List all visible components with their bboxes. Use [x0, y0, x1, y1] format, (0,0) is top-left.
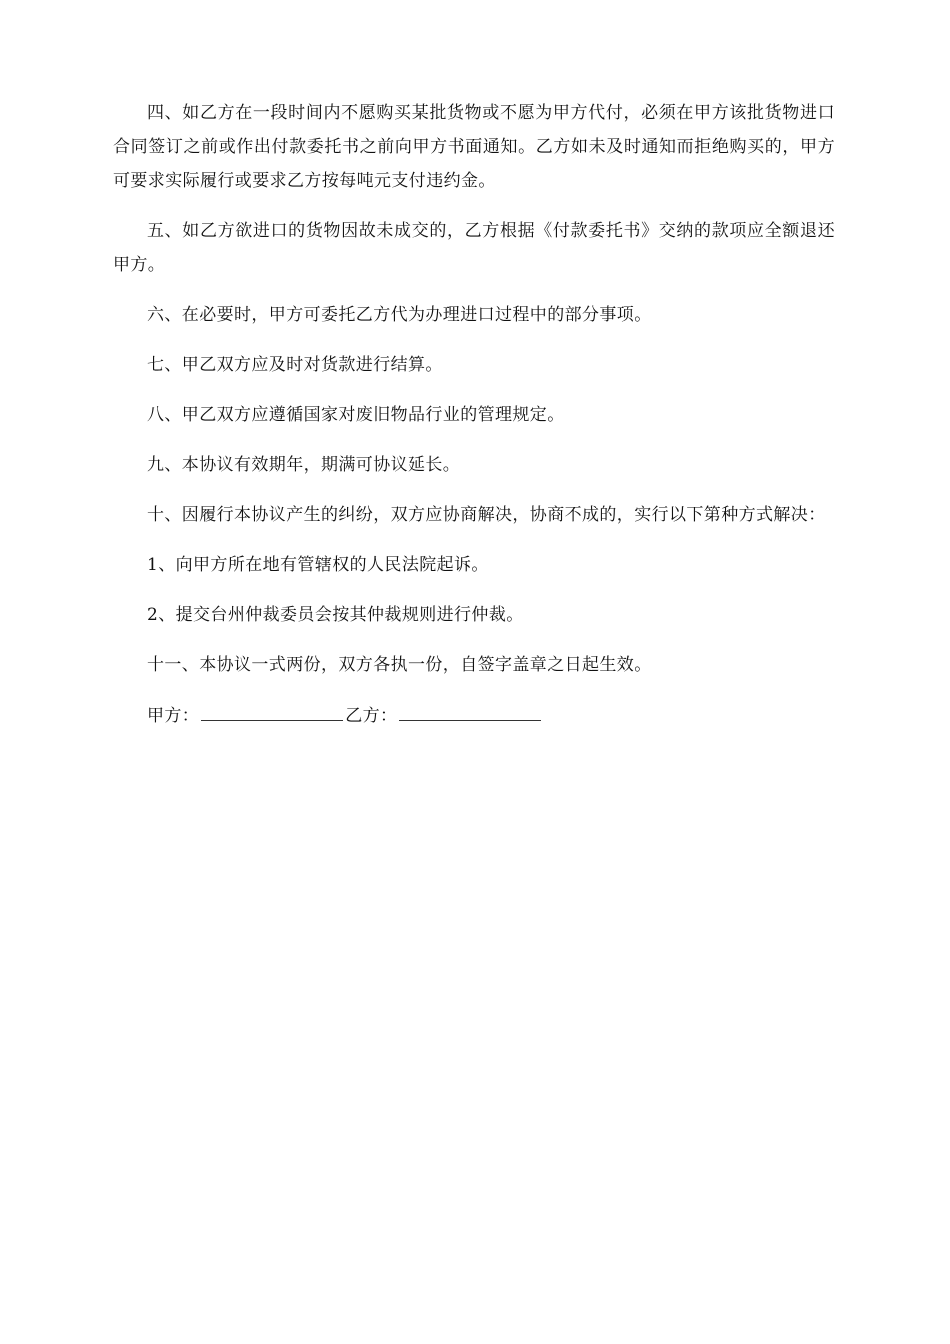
clause-10: 十、因履行本协议产生的纠纷，双方应协商解决，协商不成的，实行以下第种方式解决： [147, 505, 826, 525]
clause-6: 六、在必要时，甲方可委托乙方代为办理进口过程中的部分事项。 [147, 305, 652, 325]
party-a-label: 甲方： [147, 706, 200, 726]
clause-9: 九、本协议有效期年，期满可协议延长。 [147, 455, 461, 475]
clause-5: 五、如乙方欲进口的货物因故未成交的，乙方根据《付款委托书》交纳的款项应全额退还甲方。 [113, 221, 835, 275]
clause-10-option-2: 2、提交台州仲裁委员会按其仲裁规则进行仲裁。 [147, 605, 524, 625]
clause-10-option-1: 1、向甲方所在地有管辖权的人民法院起诉。 [147, 555, 489, 575]
party-b-label: 乙方： [345, 706, 398, 726]
clause-11: 十一、本协议一式两份，双方各执一份，自签字盖章之日起生效。 [147, 655, 652, 675]
document-body [113, 96, 835, 733]
signature-line [113, 698, 835, 733]
party-b-signature-blank [399, 698, 541, 721]
clause-4: 四、如乙方在一段时间内不愿购买某批货物或不愿为甲方代付，必须在甲方该批货物进口合同签订之前或作出付款委托书之前向甲方书面通知。乙方如未及时通知而拒绝购买的，甲方可要求实际履行或要求乙方按每吨元支付违约金。 [113, 103, 835, 191]
clause-7: 七、甲乙双方应及时对货款进行结算。 [147, 355, 443, 375]
party-a-signature-blank [201, 698, 343, 721]
clause-8: 八、甲乙双方应遵循国家对废旧物品行业的管理规定。 [147, 405, 565, 425]
